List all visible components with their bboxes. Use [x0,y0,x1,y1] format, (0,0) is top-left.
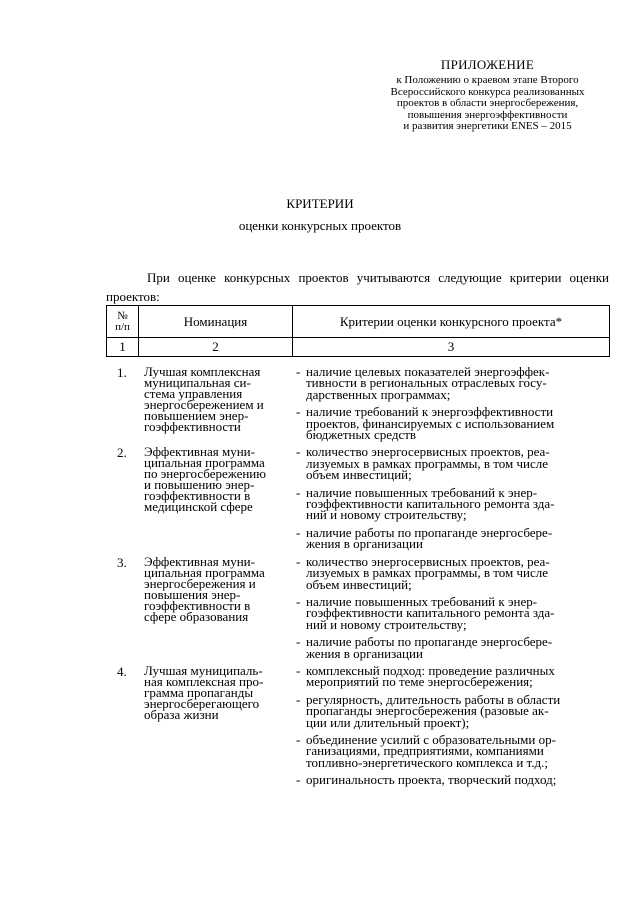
bullet-dash: - [296,553,301,569]
criteria-item [296,366,604,400]
appendix-block [360,57,615,133]
nomination-line: гоэффективности в [144,597,251,613]
nomination-line: повышения энер- [144,586,241,602]
criteria-line: ний и новому строительству; [306,507,467,523]
document-title: КРИТЕРИИ [286,196,354,211]
row-number: 2. [117,445,127,461]
table-row [106,444,609,552]
criteria-line: комплексный подход: проведение различных [306,662,555,678]
bullet-dash: - [296,691,301,707]
criteria-item [296,553,604,592]
column-number-1: 1 [107,338,139,357]
nomination-line: энергосберегающего [144,695,260,711]
criteria-line: проектов, финансируемых с использованием [306,415,555,431]
row-nomination [144,366,294,432]
criteria-item [296,772,604,788]
criteria-item [296,636,604,659]
nomination-line: энергосбережением и [144,397,264,412]
criteria-item [296,731,604,770]
criteria-item [296,524,604,552]
criteria-text [306,772,604,788]
table-row [106,553,609,661]
criteria-item [296,691,604,730]
criteria-item [296,444,604,483]
bullet-dash: - [296,444,301,460]
criteria-line: пропаганды энергосбережения (разовые ак- [306,703,549,719]
criteria-line: количество энергосервисных проектов, реа- [306,444,550,460]
criteria-line: объем инвестиций; [306,576,412,592]
criteria-line: объем инвестиций; [306,467,412,483]
criteria-line: дарственных программах; [306,386,451,402]
criteria-line: ганизациями, предприятиями, компаниями [306,743,544,759]
criteria-item [296,404,604,443]
appendix-lines [360,75,615,133]
row-number: 4. [117,663,127,679]
appendix-heading: ПРИЛОЖЕНИЕ [440,57,535,72]
nomination-line: по энергосбережению [144,466,266,482]
column-number-3: 3 [293,338,610,357]
nomination-line: муниципальная си- [144,375,251,390]
criteria-item [296,593,604,632]
nomination-line: и повышению энер- [144,477,255,493]
nomination-line: ципальная программа [144,564,265,580]
criteria-line: лизуемых в рамках программы, в том числе [306,565,549,581]
criteria-text [306,553,604,592]
criteria-line: гоэффективности капитального ремонта зда- [306,605,555,621]
criteria-text [306,636,604,659]
criteria-line: наличие целевых показателей энергоэффек- [306,364,550,379]
criteria-line: оригинальность проекта, творческий подход; [306,772,557,788]
criteria-line: ции или длительный проект); [306,714,470,730]
criteria-text [306,731,604,770]
nomination-line: гоэффективности [144,419,241,434]
header-number-line2: п/п [115,320,130,333]
table-row [106,662,609,788]
criteria-line: наличие повышенных требований к энер- [306,484,538,500]
row-number: 1. [117,365,127,380]
row-nomination [144,444,294,515]
criteria-text [306,593,604,632]
criteria-line: количество энергосервисных проектов, реа- [306,553,550,569]
table-row [106,364,609,443]
header-nomination: Номинация [139,306,293,338]
criteria-line: топливно-энергетического комплекса и т.д.; [306,754,548,770]
nomination-line: ная комплексная про- [144,673,264,689]
criteria-text [306,404,604,443]
appendix-line: и развития энергетики ENES – 2015 [403,120,572,133]
nomination-line: Эффективная муни- [144,553,255,569]
criteria-item [296,484,604,523]
criteria-line: объединение усилий с образовательными ор- [306,731,556,747]
criteria-line: гоэффективности капитального ремонта зда- [306,496,555,512]
nomination-line: медицинской сфере [144,499,253,515]
criteria-line: лизуемых в рамках программы, в том числе [306,455,549,471]
appendix-line: Всероссийского конкурса реализованных [390,85,585,98]
row-criteria [296,662,604,788]
criteria-line: ний и новому строительству; [306,616,467,632]
nomination-line: стема управления [144,386,243,401]
row-criteria [296,364,604,443]
row-criteria [296,444,604,552]
document-subtitle: оценки конкурсных проектов [238,218,402,233]
intro-paragraph: При оценке конкурсных проектов учитываются следующие критерии оценки проектов: [106,270,609,304]
nomination-line: повышением энер- [144,408,249,423]
bullet-dash: - [296,634,301,650]
criteria-text [306,444,604,483]
bullet-dash: - [296,404,301,420]
row-criteria [296,553,604,661]
nomination-line: энергосбережения и [144,575,256,591]
criteria-text [306,366,604,400]
nomination-line: грамма пропаганды [144,684,254,700]
bullet-dash: - [296,593,301,609]
criteria-line: тивности в региональных отраслевых госу- [306,375,547,391]
criteria-line: мероприятий по теме энергосбережения; [306,674,533,690]
bullet-dash: - [296,364,301,379]
bullet-dash: - [296,484,301,500]
criteria-line: наличие повышенных требований к энер- [306,593,538,609]
criteria-line: регулярность, длительность работы в области [306,691,561,707]
criteria-line: наличие работы по пропаганде энергосбере- [306,634,553,650]
nomination-line: образа жизни [144,706,219,722]
nomination-line: сфере образования [144,608,249,624]
header-number [107,306,139,338]
criteria-line: жения в организации [306,645,423,661]
criteria-text [306,484,604,523]
row-nomination [144,662,294,722]
criteria-table-header [106,305,610,357]
appendix-line: к Положению о краевом этапе Второго [396,74,579,86]
criteria-line: жения в организации [306,536,423,552]
criteria-rows [106,366,609,792]
criteria-item [296,662,604,690]
criteria-line: бюджетных средств [306,427,417,443]
nomination-line: Лучшая комплексная [144,364,261,379]
criteria-text [306,691,604,730]
row-nomination [144,553,294,624]
bullet-dash: - [296,772,301,788]
nomination-line: Эффективная муни- [144,444,255,460]
header-criteria: Критерии оценки конкурсного проекта* [293,306,610,338]
criteria-line: наличие работы по пропаганде энергосбере- [306,524,553,540]
appendix-line: проектов в области энергосбережения, [396,97,579,110]
bullet-dash: - [296,524,301,540]
criteria-line: наличие требований к энергоэффективности [306,404,554,420]
criteria-text [306,662,604,690]
row-number: 3. [117,554,127,570]
bullet-dash: - [296,662,301,678]
nomination-line: гоэффективности в [144,488,251,504]
bullet-dash: - [296,731,301,747]
nomination-line: Лучшая муниципаль- [144,662,263,678]
appendix-line: повышения энергоэффективности [407,108,568,121]
header-number-line1: № [117,309,128,322]
nomination-line: ципальная программа [144,455,265,471]
column-number-2: 2 [139,338,293,357]
criteria-text [306,524,604,552]
